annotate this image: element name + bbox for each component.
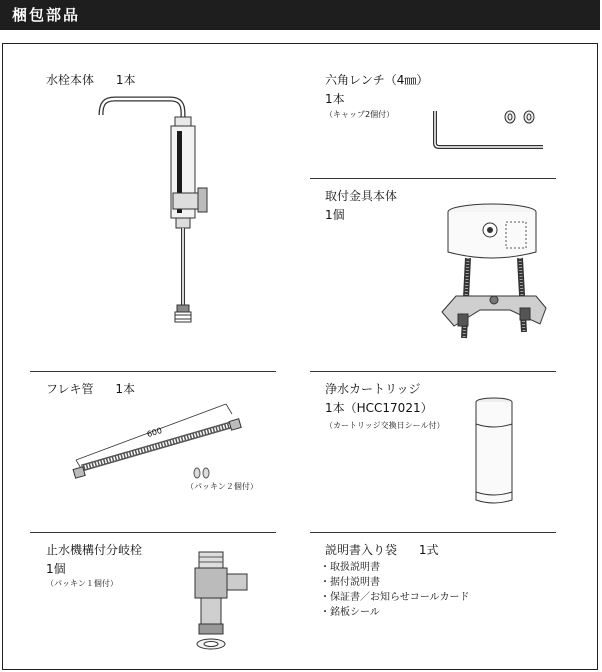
branch-valve-illustration — [185, 550, 255, 655]
manual-bag-name: 説明書入り袋 — [325, 543, 398, 557]
bracket-illustration — [440, 200, 550, 350]
faucet-illustration — [95, 85, 215, 330]
faucet-qty: 1本 — [115, 73, 136, 87]
divider — [310, 532, 556, 533]
hex-wrench-name: 六角レンチ（4㎜） — [325, 73, 429, 87]
cartridge-qty: 1本（HCC17021） — [325, 401, 433, 415]
flex-pipe-dimension: 600 — [145, 425, 164, 440]
list-item: ・ 銘板シール — [320, 605, 470, 620]
divider — [30, 371, 276, 372]
branch-valve-qty: 1個 — [46, 562, 66, 576]
flex-pipe-label — [46, 381, 135, 398]
flex-pipe-name: フレキ管 — [46, 382, 94, 396]
list-item: ・ 取扱説明書 — [320, 560, 470, 575]
flex-pipe-note: （パッキン２個付） — [186, 482, 258, 491]
header-title: 梱包部品 — [12, 6, 81, 24]
divider — [30, 532, 276, 533]
hex-wrench-qty: 1本 — [325, 92, 345, 106]
manual-bag-contents — [320, 560, 470, 620]
branch-valve-note: （パッキン１個付） — [46, 579, 118, 588]
hex-wrench-note: （キャップ2個付） — [325, 110, 395, 119]
branch-valve-name: 止水機構付分岐栓 — [46, 543, 143, 557]
cartridge-name: 浄水カートリッジ — [325, 382, 421, 396]
manual-bag-qty: 1式 — [418, 543, 439, 557]
faucet-name: 水栓本体 — [46, 73, 95, 87]
hex-wrench-illustration — [425, 105, 550, 155]
cartridge-illustration — [472, 396, 516, 506]
list-item: ・ 据付説明書 — [320, 575, 470, 590]
page-header — [0, 0, 600, 30]
flex-pipe-illustration — [70, 400, 250, 490]
packing-illustration — [193, 466, 213, 480]
manual-bag-label — [325, 542, 438, 559]
bracket-name: 取付金具本体 — [325, 189, 398, 203]
divider — [310, 371, 556, 372]
flex-pipe-qty: 1本 — [115, 382, 135, 396]
bracket-qty: 1個 — [325, 208, 345, 222]
list-item: ・ 保証書／お知らせコールカード — [320, 590, 470, 605]
divider — [310, 178, 556, 179]
cartridge-note: （カートリッジ交換日シール付） — [325, 421, 445, 430]
